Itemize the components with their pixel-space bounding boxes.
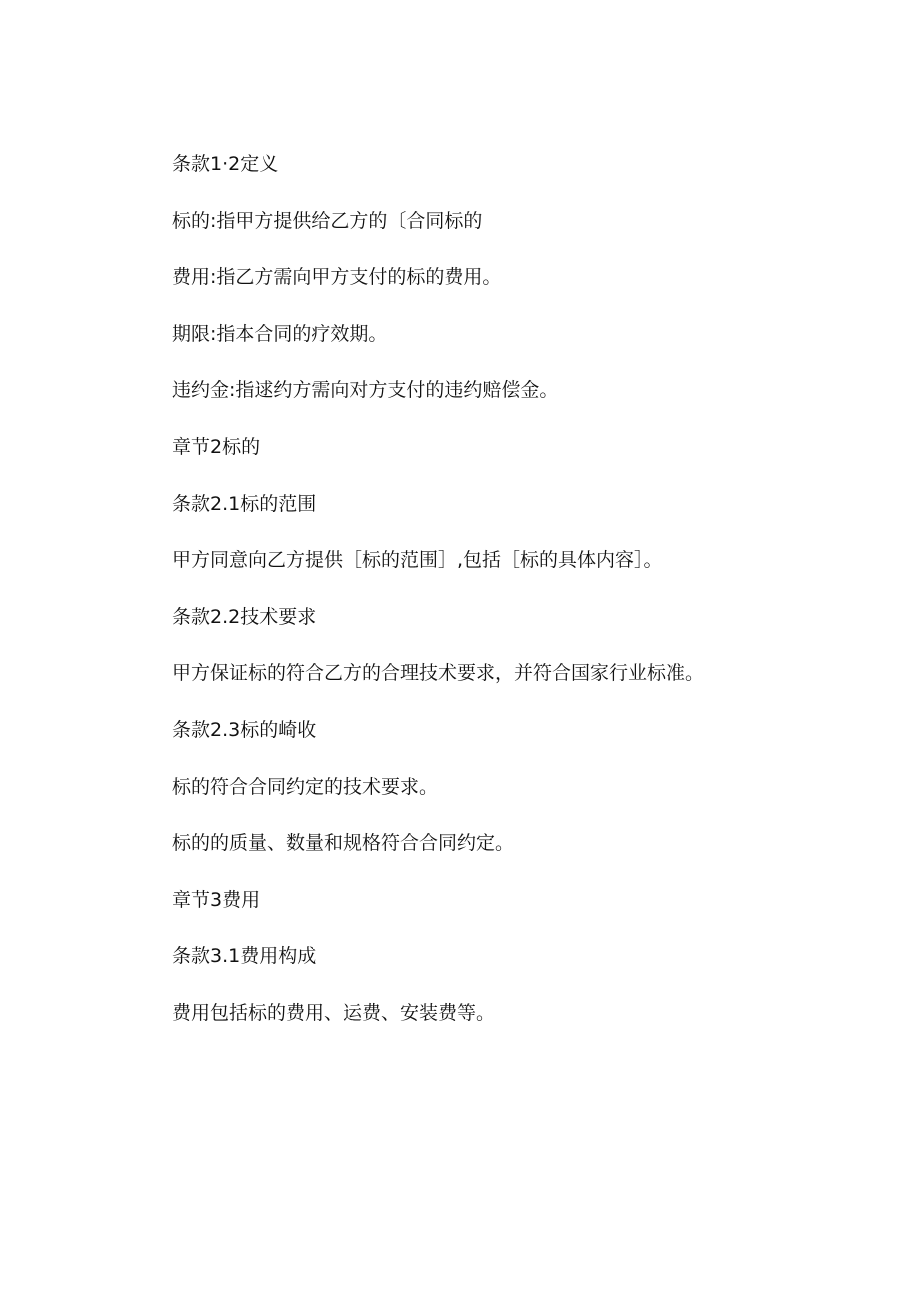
chapter-heading: 章节3费用 xyxy=(172,888,261,911)
clause-heading: 条款2.3标的崎收 xyxy=(172,718,317,741)
body-paragraph: 标的符合合同约定的技术要求。 xyxy=(172,775,439,798)
definition-line: 标的:指甲方提供给乙方的〔合同标的 xyxy=(172,209,483,232)
clause-heading: 条款3.1费用构成 xyxy=(172,945,317,968)
definition-line: 费用:指乙方需向甲方支付的标的费用。 xyxy=(172,266,502,289)
body-paragraph: 甲方同意向乙方提供［标的范围］,包括［标的具体内容］。 xyxy=(172,549,663,572)
definition-line: 期限:指本合同的疗效期。 xyxy=(172,322,388,345)
clause-heading: 条款2.2技术要求 xyxy=(172,605,317,628)
document-body xyxy=(172,150,872,1056)
body-paragraph: 费用包括标的费用、运费、安装费等。 xyxy=(172,1001,496,1024)
body-paragraph: 标的的质量、数量和规格符合合同约定。 xyxy=(172,832,515,855)
body-paragraph: 甲方保证标的符合乙方的合理技术要求，并符合国家行业标准。 xyxy=(172,662,705,685)
clause-heading: 条款1·2定义 xyxy=(172,153,279,175)
chapter-heading: 章节2标的 xyxy=(172,435,261,458)
clause-heading: 条款2.1标的范围 xyxy=(172,492,317,515)
definition-line: 违约金:指逑约方需向对方支付的违约赔偿金。 xyxy=(172,379,559,402)
